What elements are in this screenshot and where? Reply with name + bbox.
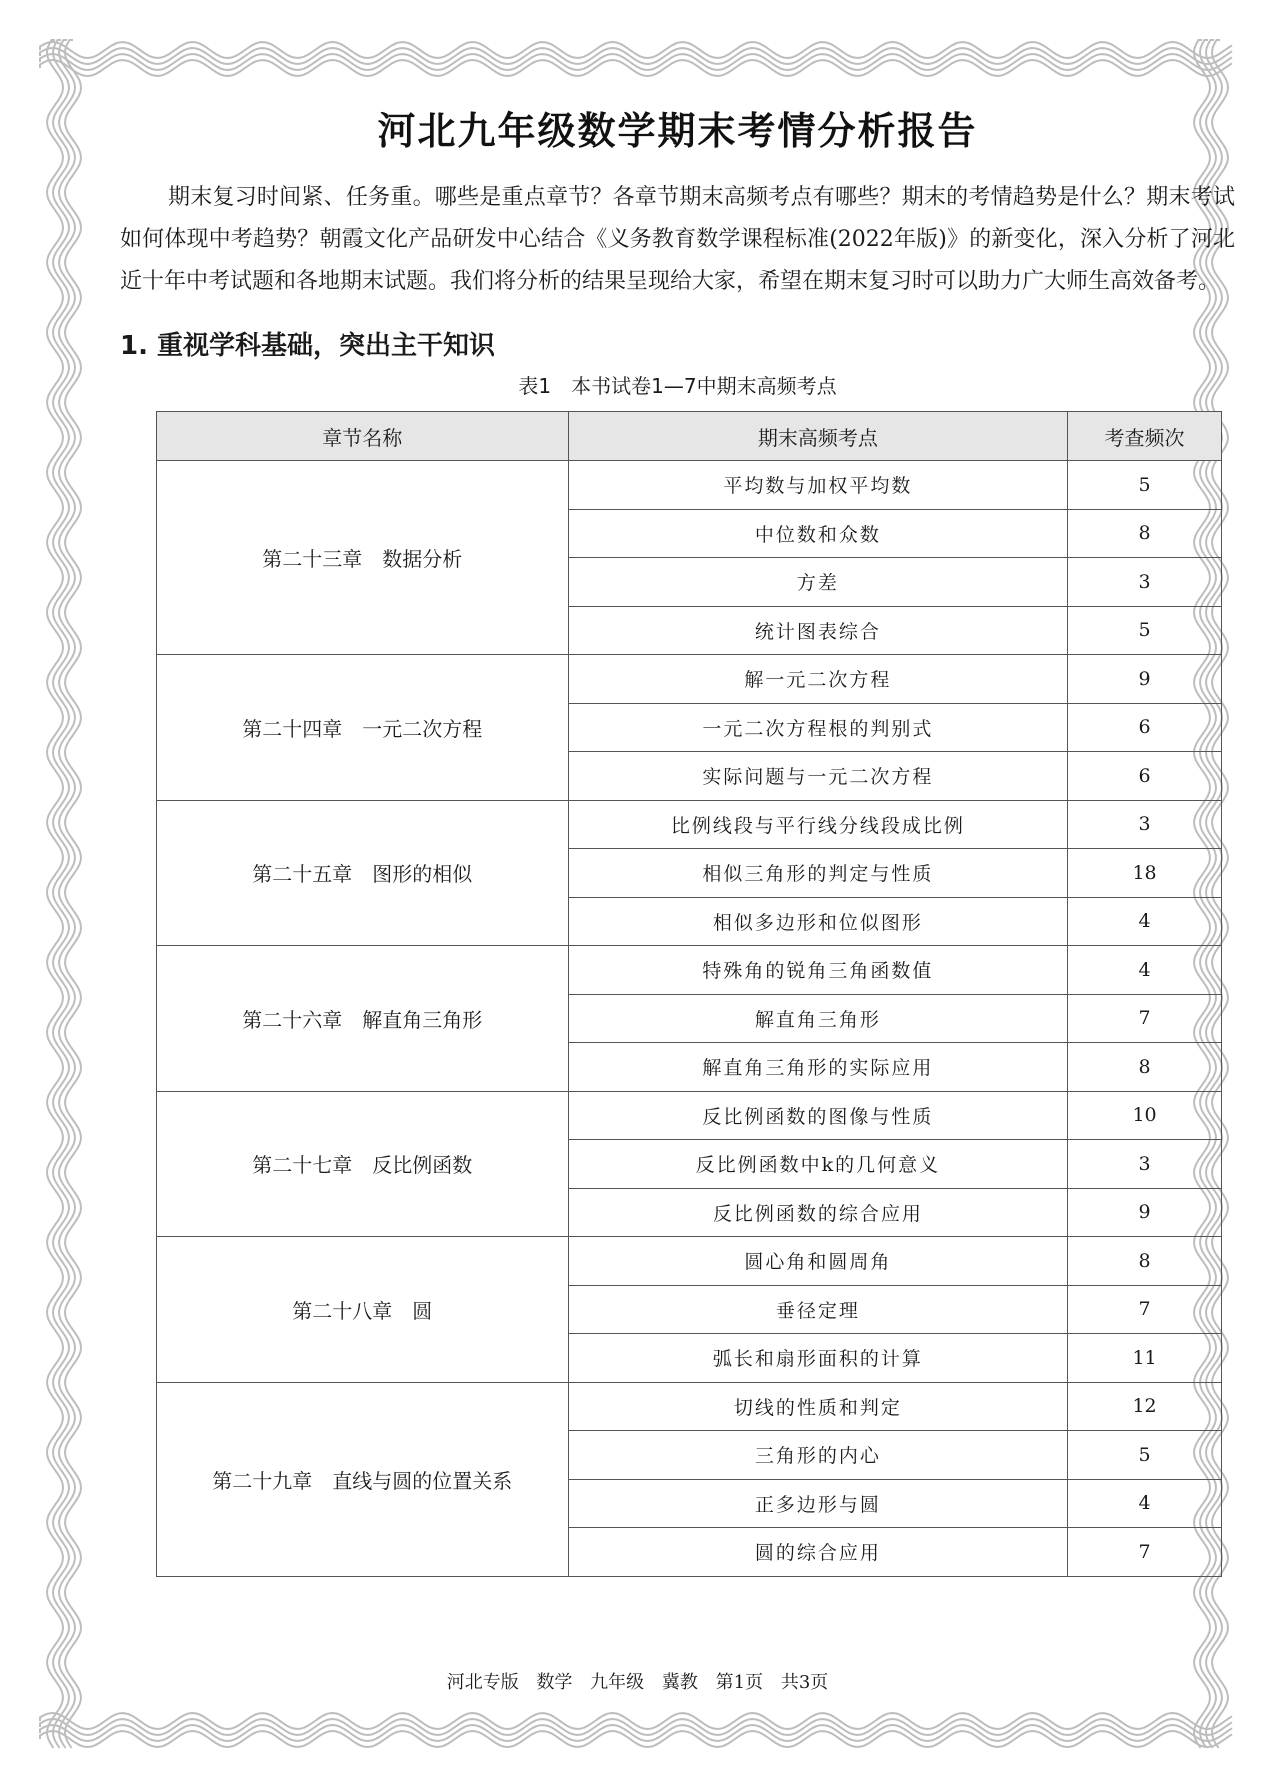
chapter-name-cell: 第二十九章 直线与圆的位置关系 (157, 1382, 569, 1576)
exam-point-cell: 平均数与加权平均数 (568, 461, 1068, 510)
frequency-cell: 12 (1068, 1382, 1222, 1431)
exam-point-cell: 解直角三角形的实际应用 (568, 1043, 1068, 1092)
table-body (157, 461, 1222, 1577)
header-count: 考查频次 (1068, 412, 1222, 461)
footer-total-pages: 共3页 (780, 1672, 829, 1693)
table-header-row (157, 412, 1222, 461)
section-heading: 1. 重视学科基础，突出主干知识 (120, 331, 496, 361)
page-title: 河北九年级数学期末考情分析报告 (377, 109, 978, 153)
table-row (157, 1237, 1222, 1286)
exam-point-cell: 一元二次方程根的判别式 (568, 703, 1068, 752)
frequency-cell: 7 (1068, 1285, 1222, 1334)
exam-point-cell: 相似多边形和位似图形 (568, 897, 1068, 946)
table-row (157, 655, 1222, 704)
exam-point-cell: 特殊角的锐角三角函数值 (568, 946, 1068, 995)
frequency-cell: 9 (1068, 655, 1222, 704)
exam-point-cell: 解一元二次方程 (568, 655, 1068, 704)
frequency-cell: 4 (1068, 897, 1222, 946)
frequency-cell: 4 (1068, 946, 1222, 995)
exam-point-cell: 圆的综合应用 (568, 1528, 1068, 1577)
intro-paragraph: 期末复习时间紧、任务重。哪些是重点章节？各章节期末高频考点有哪些？期末的考情趋势是什么？期末考试如何体现中考趋势？朝霞文化产品研发中心结合《义务教育数学课程标准(2022年版)》的新变化，深入分析了河北近十年中考试题和各地期末试题。我们将分析的结果呈现给大家，希望在期末复习时可以助力广大师生高效备考。 (120, 185, 1235, 294)
frequency-cell: 18 (1068, 849, 1222, 898)
frequency-cell: 8 (1068, 1043, 1222, 1092)
exam-point-cell: 统计图表综合 (568, 606, 1068, 655)
frequency-cell: 7 (1068, 1528, 1222, 1577)
footer-subject: 数学 (536, 1672, 573, 1693)
exam-point-cell: 解直角三角形 (568, 994, 1068, 1043)
frequency-cell: 8 (1068, 1237, 1222, 1286)
frequency-cell: 6 (1068, 703, 1222, 752)
exam-point-cell: 中位数和众数 (568, 509, 1068, 558)
frequency-cell: 7 (1068, 994, 1222, 1043)
frequency-cell: 5 (1068, 461, 1222, 510)
table-row (157, 1382, 1222, 1431)
footer-grade: 九年级 (590, 1672, 645, 1693)
exam-point-cell: 反比例函数中k的几何意义 (568, 1140, 1068, 1189)
page-footer (0, 1668, 1275, 1694)
exam-point-cell: 实际问题与一元二次方程 (568, 752, 1068, 801)
high-frequency-points-table (156, 411, 1222, 1577)
exam-point-cell: 切线的性质和判定 (568, 1382, 1068, 1431)
exam-point-cell: 圆心角和圆周角 (568, 1237, 1068, 1286)
exam-point-cell: 相似三角形的判定与性质 (568, 849, 1068, 898)
exam-point-cell: 反比例函数的图像与性质 (568, 1091, 1068, 1140)
frequency-cell: 6 (1068, 752, 1222, 801)
header-point: 期末高频考点 (568, 412, 1068, 461)
chapter-name-cell: 第二十六章 解直角三角形 (157, 946, 569, 1092)
table-row (157, 946, 1222, 995)
frequency-cell: 3 (1068, 558, 1222, 607)
footer-publisher: 冀教 (661, 1672, 698, 1693)
frequency-cell: 5 (1068, 606, 1222, 655)
chapter-name-cell: 第二十四章 一元二次方程 (157, 655, 569, 801)
exam-point-cell: 正多边形与圆 (568, 1479, 1068, 1528)
frequency-cell: 8 (1068, 509, 1222, 558)
exam-point-cell: 方差 (568, 558, 1068, 607)
table-caption: 表1 本书试卷1—7中期末高频考点 (518, 374, 837, 398)
exam-point-cell: 比例线段与平行线分线段成比例 (568, 800, 1068, 849)
footer-page-number: 第1页 (715, 1672, 764, 1693)
chapter-name-cell: 第二十七章 反比例函数 (157, 1091, 569, 1237)
chapter-name-cell: 第二十八章 圆 (157, 1237, 569, 1383)
document-page (120, 100, 1235, 1577)
chapter-name-cell: 第二十五章 图形的相似 (157, 800, 569, 946)
table-row (157, 461, 1222, 510)
exam-point-cell: 弧长和扇形面积的计算 (568, 1334, 1068, 1383)
table-row (157, 1091, 1222, 1140)
exam-point-cell: 垂径定理 (568, 1285, 1068, 1334)
exam-point-cell: 反比例函数的综合应用 (568, 1188, 1068, 1237)
frequency-cell: 3 (1068, 1140, 1222, 1189)
exam-point-cell: 三角形的内心 (568, 1431, 1068, 1480)
frequency-cell: 11 (1068, 1334, 1222, 1383)
footer-edition: 河北专版 (446, 1672, 519, 1693)
chapter-name-cell: 第二十三章 数据分析 (157, 461, 569, 655)
header-chapter: 章节名称 (157, 412, 569, 461)
frequency-cell: 9 (1068, 1188, 1222, 1237)
table-row (157, 800, 1222, 849)
frequency-cell: 5 (1068, 1431, 1222, 1480)
frequency-cell: 3 (1068, 800, 1222, 849)
frequency-cell: 10 (1068, 1091, 1222, 1140)
frequency-cell: 4 (1068, 1479, 1222, 1528)
